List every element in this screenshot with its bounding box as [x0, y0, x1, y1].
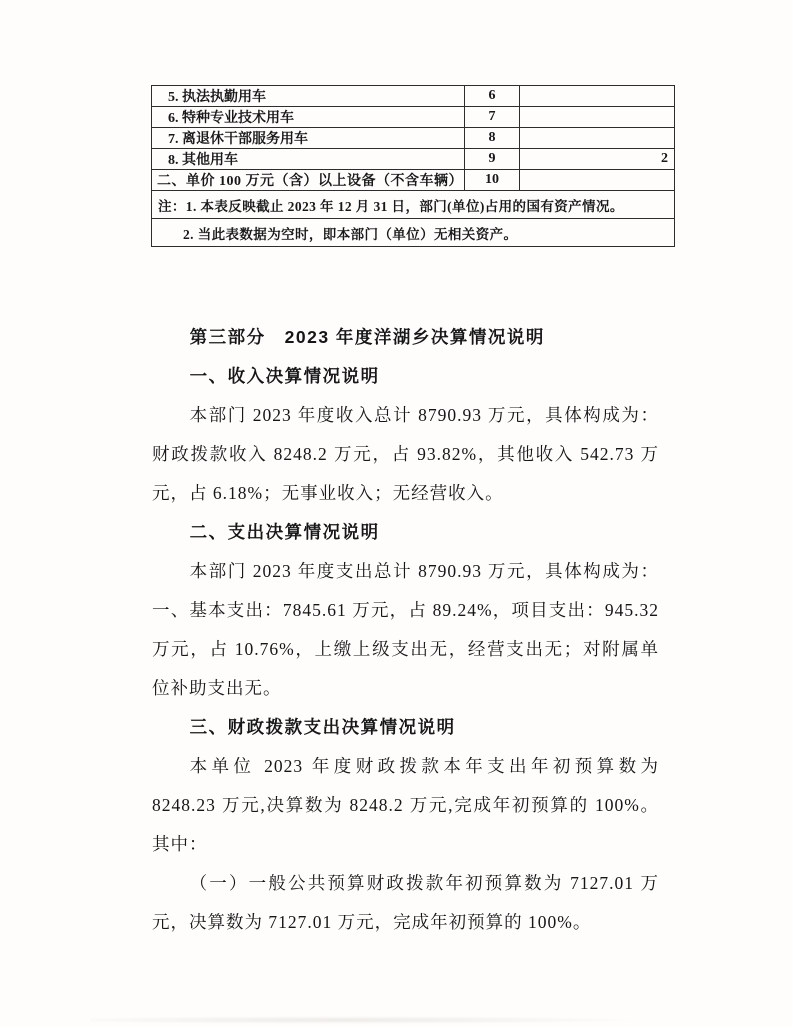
- state-assets-table: [151, 85, 675, 247]
- body-text: [152, 318, 659, 942]
- asset-value-cell: [520, 170, 675, 191]
- subsection-heading-fiscal: 三、财政拨款支出决算情况说明: [189, 717, 456, 737]
- paragraph-line: 元，占 6.18%；无事业收入；无经营收入。: [152, 483, 504, 503]
- subsection-heading-expense: 二、支出决算情况说明: [189, 522, 380, 542]
- table-row: [152, 149, 675, 170]
- table-note: 2. 当此表数据为空时，即本部门（单位）无相关资产。: [152, 219, 675, 247]
- asset-category-cell: 二、单价 100 万元（含）以上设备（不含车辆）: [152, 170, 465, 191]
- asset-category-cell: 7. 离退休干部服务用车: [152, 128, 465, 149]
- asset-value-cell: [520, 107, 675, 128]
- asset-value-cell: 2: [520, 149, 675, 170]
- paragraph-line: 本部门 2023 年度收入总计 8790.93 万元，具体构成为：: [189, 405, 659, 425]
- line-number-cell: 10: [465, 170, 520, 191]
- paragraph-line: 一、基本支出：7845.61 万元，占 89.24%，项目支出：945.32: [152, 600, 659, 620]
- table-note-row: [152, 191, 675, 219]
- paragraph-line: （一）一般公共预算财政拨款年初预算数为 7127.01 万: [189, 873, 659, 893]
- section-heading-part3: 第三部分 2023 年度洋湖乡决算情况说明: [189, 327, 545, 347]
- table-note-row: [152, 219, 675, 247]
- table-row: [152, 86, 675, 107]
- paragraph-line: 元，决算数为 7127.01 万元，完成年初预算的 100%。: [152, 912, 592, 932]
- table-row: [152, 170, 675, 191]
- table-row: [152, 128, 675, 149]
- line-number-cell: 6: [465, 86, 520, 107]
- paragraph-line: 其中：: [152, 834, 208, 854]
- asset-category-cell: 5. 执法执勤用车: [152, 86, 465, 107]
- subsection-heading-income: 一、收入决算情况说明: [189, 366, 380, 386]
- asset-value-cell: [520, 128, 675, 149]
- line-number-cell: 9: [465, 149, 520, 170]
- line-number-cell: 8: [465, 128, 520, 149]
- paragraph-line: 本部门 2023 年度支出总计 8790.93 万元，具体构成为：: [189, 561, 659, 581]
- paragraph-line: 本单位 2023 年度财政拨款本年支出年初预算数为: [189, 756, 659, 776]
- asset-category-cell: 6. 特种专业技术用车: [152, 107, 465, 128]
- asset-value-cell: [520, 86, 675, 107]
- paragraph-line: 万元，占 10.76%，上缴上级支出无，经营支出无；对附属单: [152, 639, 659, 659]
- table-row: [152, 107, 675, 128]
- paragraph-line: 8248.23 万元,决算数为 8248.2 万元,完成年初预算的 100%。: [152, 795, 659, 815]
- paragraph-line: 财政拨款收入 8248.2 万元，占 93.82%，其他收入 542.73 万: [152, 444, 659, 464]
- asset-category-cell: 8. 其他用车: [152, 149, 465, 170]
- scan-artifact: [90, 1016, 650, 1024]
- table-note: 注：1. 本表反映截止 2023 年 12 月 31 日，部门(单位)占用的国有资产情况。: [152, 191, 675, 219]
- paragraph-line: 位补助支出无。: [152, 678, 282, 698]
- line-number-cell: 7: [465, 107, 520, 128]
